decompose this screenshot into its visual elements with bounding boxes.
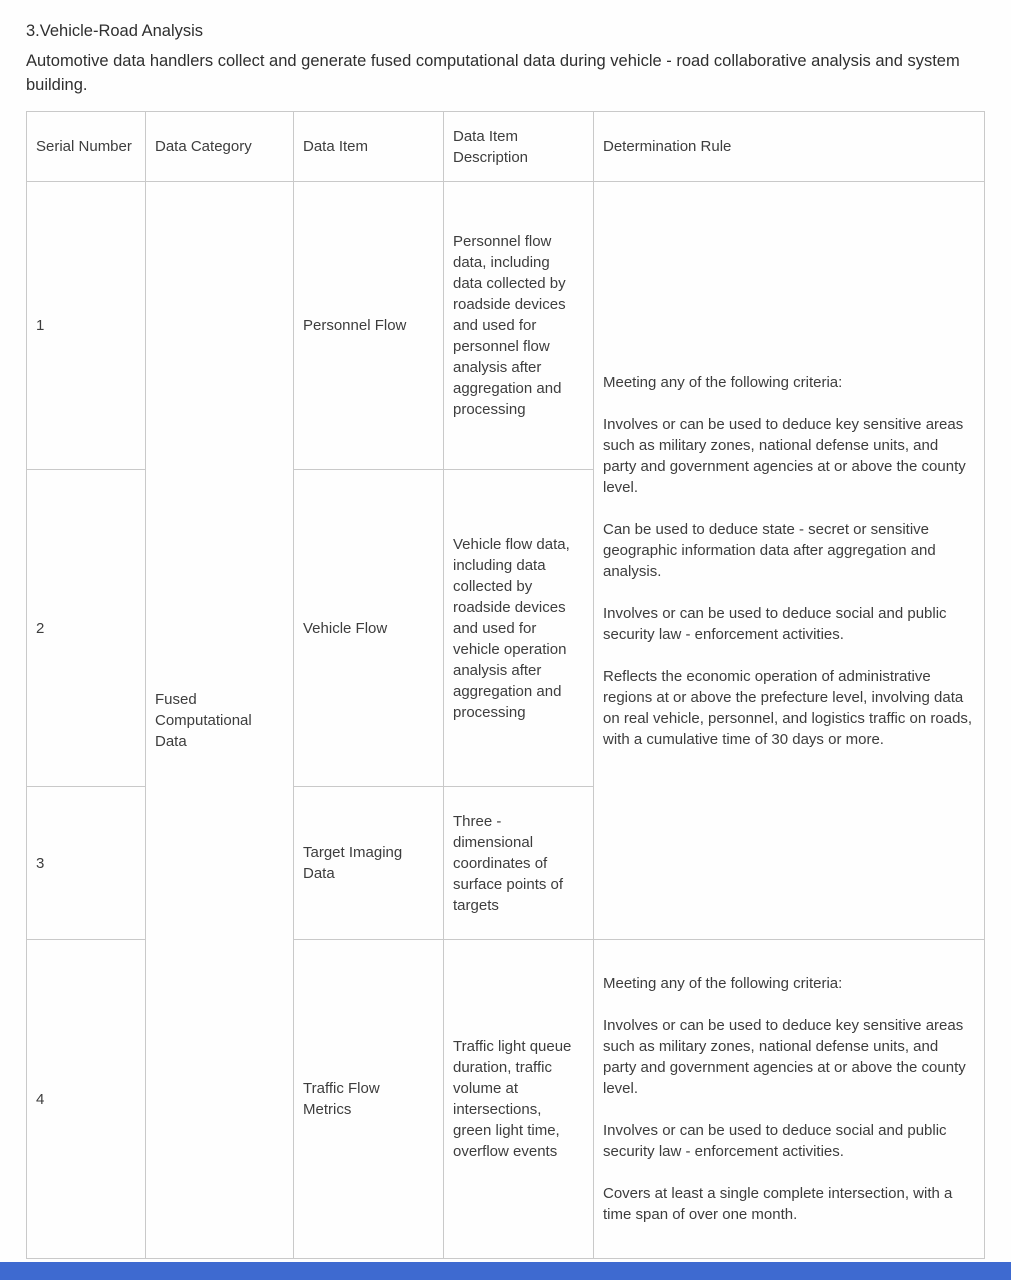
table-header-row xyxy=(27,112,985,182)
intro-paragraph: Automotive data handlers collect and generate fused computational data during vehicle - road collaborative analysis and system building. xyxy=(26,52,960,94)
rule-paragraph: Reflects the economic operation of administrative regions at or above the prefecture level, involving data on real vehicle, personnel, and logistics traffic on roads, with a cumulative time of 30 days or more. xyxy=(603,667,973,748)
data-item-description-cell: Vehicle flow data, including data collected by roadside devices and used for vehicle operation analysis after aggregation and processing xyxy=(444,470,594,787)
data-item-description-cell: Three - dimensional coordinates of surface points of targets xyxy=(444,787,594,940)
data-category-cell: Fused Computational Data xyxy=(146,182,294,1259)
rule-paragraph: Covers at least a single complete intersection, with a time span of over one month. xyxy=(603,1185,953,1223)
data-item-cell: Traffic Flow Metrics xyxy=(294,940,444,1259)
serial-number-cell: 2 xyxy=(27,470,146,787)
col-header-data-item-description: Data Item Description xyxy=(444,112,594,182)
col-header-determination-rule: Determination Rule xyxy=(594,112,985,182)
footer-accent-bar xyxy=(0,1262,1011,1280)
serial-number-cell: 3 xyxy=(27,787,146,940)
rule-paragraph: Meeting any of the following criteria: xyxy=(603,373,843,391)
data-item-description-cell: Traffic light queue duration, traffic volume at intersections, green light time, overflow events xyxy=(444,940,594,1259)
rule-paragraph: Meeting any of the following criteria: xyxy=(603,975,843,992)
determination-rule-cell-row-4 xyxy=(594,940,985,1259)
rule-paragraph: Involves or can be used to deduce social and public security law - enforcement activities. xyxy=(603,1122,947,1160)
rule-paragraph: Involves or can be used to deduce key sensitive areas such as military zones, national defense units, and party and government agencies at or above the county level. xyxy=(603,1017,966,1097)
col-header-data-category: Data Category xyxy=(146,112,294,182)
data-item-cell: Target Imaging Data xyxy=(294,787,444,940)
determination-rule-cell-rows-1-3 xyxy=(594,182,985,940)
rule-paragraph: Involves or can be used to deduce social and public security law - enforcement activities. xyxy=(603,604,947,643)
serial-number-cell: 1 xyxy=(27,182,146,470)
rule-paragraph: Can be used to deduce state - secret or sensitive geographic information data after aggregation and analysis. xyxy=(603,520,936,580)
serial-number-cell: 4 xyxy=(27,940,146,1259)
rule-paragraph: Involves or can be used to deduce key sensitive areas such as military zones, national defense units, and party and government agencies at or above the county level. xyxy=(603,415,966,496)
section-title: 3.Vehicle-Road Analysis xyxy=(26,22,204,40)
col-header-data-item: Data Item xyxy=(294,112,444,182)
data-item-cell: Vehicle Flow xyxy=(294,470,444,787)
data-classification-table xyxy=(26,111,985,1259)
col-header-serial-number: Serial Number xyxy=(27,112,146,182)
table-row xyxy=(27,182,985,470)
data-item-description-cell: Personnel flow data, including data collected by roadside devices and used for personnel flow analysis after aggregation and processing xyxy=(444,182,594,470)
data-item-cell: Personnel Flow xyxy=(294,182,444,470)
